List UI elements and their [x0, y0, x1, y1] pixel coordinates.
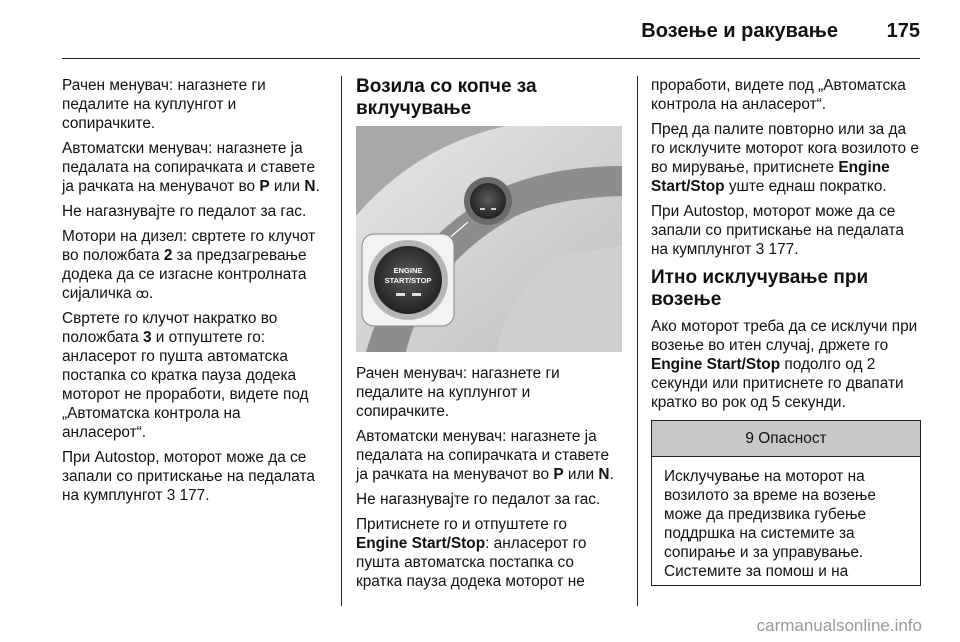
watermark: carmanualsonline.info — [756, 616, 922, 635]
running-head-title: Возење и ракување — [641, 20, 838, 42]
paragraph: При Autostop, моторот може да се запали со притискање на педалата на кумплунгот 3 177. — [62, 449, 315, 504]
danger-title: 9 Опасност — [652, 421, 920, 457]
paragraph: Свртете го клучот накратко во положбата 3 и отпуштете го: анласерот го пушта автоматска постапка со кратка пауза додека моторот не проработи, видете под „Автоматска контрола на анласерот“. — [62, 310, 309, 441]
column-right — [651, 76, 921, 586]
paragraph: Автоматски менувач: нагазнете ја педалата на сопирачката и ставете ја рачката на менувачот во P или N. — [62, 140, 320, 195]
engine-start-stop-figure — [356, 126, 622, 352]
glow-plug-icon: ꝏ — [135, 286, 150, 301]
column-divider — [637, 76, 638, 606]
paragraph: Мотори на дизел: свртете го клучот во положбата 2 за предзагревање додека да се изгасне контролната сијаличка ꝏ. — [62, 228, 316, 302]
page-reference: 3 177. — [166, 487, 210, 504]
paragraph: Пред да палите повторно или за да го исклучите моторот кога возилото е во мирување, притиснете Engine Start/Stop уште еднаш пократко. — [651, 121, 919, 195]
column-middle — [356, 76, 622, 597]
paragraph: При Autostop, моторот може да се запали со притискање на педалата на кумплунгот 3 177. — [651, 203, 904, 258]
button-label-line1: ENGINE — [393, 266, 423, 275]
paragraph: Притиснете го и отпуштете го Engine Start/Stop: анласерот го пушта автоматска постапка со кратка пауза додека моторот не — [356, 516, 587, 590]
dashboard-illustration — [356, 126, 622, 352]
section-heading: Возила со копче за вклучување — [356, 76, 537, 119]
danger-box — [651, 420, 921, 586]
paragraph: Не нагазнувајте го педалот за гас. — [62, 203, 307, 220]
page-number: 175 — [886, 20, 920, 42]
danger-text: Исклучување на моторот на возилото за време на возење може да предизвика губење поддршка на системите за сопирање и за управување. Системите за помош и на — [664, 468, 876, 580]
paragraph: Ако моторот треба да се исклучи при возење во итен случај, држете го Engine Start/Stop подолго од 2 секунди или притиснете го двапати кратко во рок од 5 секунди. — [651, 318, 918, 411]
paragraph: Рачен менувач: нагазнете ги педалите на куплунгот и сопирачките. — [62, 77, 266, 132]
paragraph: Автоматски менувач: нагазнете ја педалата на сопирачката и ставете ја рачката на менувачот во P или N. — [356, 428, 614, 483]
paragraph: проработи, видете под „Автоматска контрола на анласерот“. — [651, 77, 906, 113]
column-left — [62, 76, 328, 511]
button-label-line2: START/STOP — [384, 276, 432, 285]
header-rule — [62, 58, 920, 59]
section-heading: Итно исклучување при возење — [651, 267, 869, 310]
paragraph: Не нагазнувајте го педалот за гас. — [356, 491, 601, 508]
page-reference: 3 177. — [755, 241, 799, 258]
paragraph: Рачен менувач: нагазнете ги педалите на куплунгот и сопирачките. — [356, 365, 560, 420]
column-divider — [341, 76, 342, 606]
